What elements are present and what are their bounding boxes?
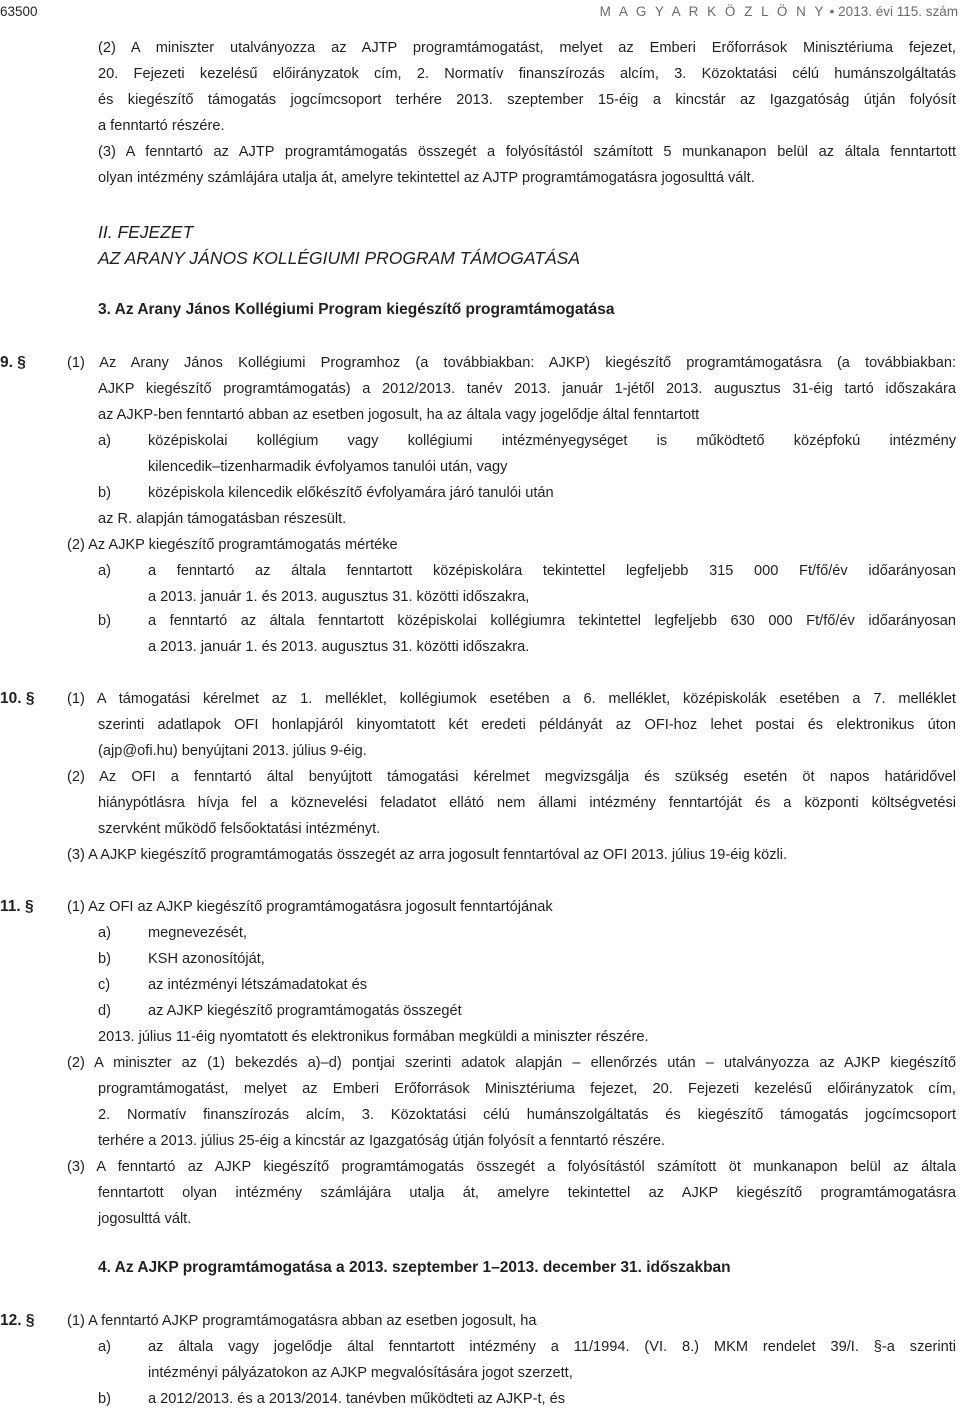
text-line: 4. Az AJKP programtámogatása a 2013. szeptember 1–2013. december 31. időszakban — [98, 1259, 731, 1276]
text-line: a 2012/2013. és a 2013/2014. tanévben működteti az AJKP-t, és — [148, 1391, 566, 1407]
text-line: d) — [98, 1003, 111, 1019]
text-line: 11. § — [0, 898, 34, 915]
text-line: megnevezését, — [148, 925, 247, 941]
text-line: az általa vagy jogelődje által fenntartott intézmény a 11/1994. (VI. 8.) MKM rendelet 39/I. §-a szerinti — [148, 1339, 956, 1355]
text-line: (1) Az OFI az AJKP kiegészítő programtámogatásra jogosult fenntartójának — [67, 899, 553, 915]
text-line: a) — [98, 563, 111, 579]
text-line: b) — [98, 613, 111, 629]
text-line: az intézményi létszámadatokat és — [148, 977, 368, 993]
text-line: olyan intézmény számlájára utalja át, amelyre tekintettel az AJTP programtámogatásra jogosulttá vált. — [98, 170, 755, 186]
text-line: hiánypótlásra hívja fel a köznevelési feladatot ellátó nem állami intézmény fenntartóját és a központi költségvetési — [98, 795, 956, 811]
text-line: (3) A fenntartó az AJKP kiegészítő programtámogatás összegét a folyósítástól számított öt munkanapon belül az általa — [67, 1159, 956, 1175]
bullet-separator: • — [829, 4, 835, 19]
text-line: programtámogatást, melyet az Emberi Erőforrások Minisztériuma fejezet, 20. Fejezeti kezelésű előirányzatok cím, — [98, 1081, 956, 1097]
text-line: b) — [98, 1391, 111, 1407]
text-line: b) — [98, 951, 111, 967]
text-line: fenntartott olyan intézmény számlájára utalja át, amelyre tekintettel az AJKP kiegészítő programtámogatásra — [98, 1185, 956, 1201]
issue-number: 2013. évi 115. szám — [838, 4, 958, 19]
text-line: szerinti adatlapok OFI honlapjáról kinyomtatott két eredeti példányát az OFI-hoz lehet postai és elektronikus úton — [98, 717, 956, 733]
text-line: kilencedik–tizenharmadik évfolyamos tanulói után, vagy — [148, 459, 508, 475]
text-line: a 2013. január 1. és 2013. augusztus 31. közötti időszakra. — [148, 639, 530, 655]
text-line: a fenntartó az általa fenntartott középiskolai kollégiumra tekintettel legfeljebb 630 000 Ft/fő/év időarányosan — [148, 613, 956, 629]
text-line: a) — [98, 1339, 111, 1355]
text-line: 10. § — [0, 690, 35, 707]
text-line: középiskola kilencedik előkészítő évfolyamára járó tanulói után — [148, 485, 554, 501]
text-line: (2) A miniszter az (1) bekezdés a)–d) pontjai szerinti adatok alapján – ellenőrzés után – utalványozza az AJKP kiegészítő — [67, 1055, 956, 1071]
text-line: KSH azonosítóját, — [148, 951, 265, 967]
text-line: jogosulttá vált. — [98, 1211, 192, 1227]
text-line: (2) Az OFI a fenntartó által benyújtott támogatási kérelmet megvizsgálja és szükség esetén öt napos határidővel — [67, 769, 956, 785]
text-line: AZ ARANY JÁNOS KOLLÉGIUMI PROGRAM TÁMOGATÁSA — [98, 248, 580, 268]
text-line: 2013. július 11-éig nyomtatott és elektronikus formában megküldi a miniszter részére. — [98, 1029, 649, 1045]
page-number: 63500 — [0, 4, 38, 19]
text-line: a fenntartó az általa fenntartott középiskolára tekintettel legfeljebb 315 000 Ft/fő/év időarányosan — [148, 563, 956, 579]
text-line: szervként működő felsőoktatási intézményt. — [98, 821, 381, 837]
page-header — [0, 4, 960, 24]
journal-title — [600, 4, 958, 19]
text-line: b) — [98, 485, 111, 501]
text-line: (2) Az AJKP kiegészítő programtámogatás mértéke — [67, 537, 398, 553]
text-line: a) — [98, 925, 111, 941]
text-line: a 2013. január 1. és 2013. augusztus 31. közötti időszakra, — [148, 589, 530, 605]
text-line: terhére a 2013. július 25-éig a kincstár az Igazgatóság útján folyósít a fenntartó részére. — [98, 1133, 666, 1149]
text-line: intézményi pályázatokon az AJKP megvalósítására jogot szerzett, — [148, 1365, 573, 1381]
text-line: az AJKP-ben fenntartó abban az esetben jogosult, ha az általa vagy jogelődje által fenntartott — [98, 407, 700, 423]
text-line: 20. Fejezeti kezelésű előirányzatok cím, 2. Normatív finanszírozás alcím, 3. Közoktatási célú humánszolgáltatás — [98, 66, 956, 82]
text-line: az R. alapján támogatásban részesült. — [98, 511, 347, 527]
text-line: (1) A támogatási kérelmet az 1. melléklet, kollégiumok esetében a 6. melléklet, középiskolák esetében a 7. melléklet — [67, 691, 956, 707]
text-line: (1) A fenntartó AJKP programtámogatásra abban az esetben jogosult, ha — [67, 1313, 537, 1329]
text-line: AJKP kiegészítő programtámogatás) a 2012/2013. tanév 2013. január 1-jétől 2013. augusztus 31-éig tartó időszakára — [98, 381, 956, 397]
text-line: a) — [98, 433, 111, 449]
text-line: a fenntartó részére. — [98, 118, 225, 134]
text-line: középiskolai kollégium vagy kollégiumi intézményegységet is működtető középfokú intézmény — [148, 433, 956, 449]
text-line: és kiegészítő támogatás jogcímcsoport terhére 2013. szeptember 15-éig a kincstár az Igazgatóság útján folyósít — [98, 92, 956, 108]
text-line: 12. § — [0, 1312, 35, 1329]
journal-name: M A G Y A R K Ö Z L Ö N Y — [599, 4, 826, 19]
text-line: (1) Az Arany János Kollégiumi Programhoz (a továbbiakban: AJKP) kiegészítő programtámogatásra (a továbbiakban: — [67, 355, 956, 371]
text-line: c) — [98, 977, 111, 993]
text-line: (3) A AJKP kiegészítő programtámogatás összegét az arra jogosult fenntartóval az OFI 2013. július 19-éig közli. — [67, 847, 788, 863]
text-line: 2. Normatív finanszírozás alcím, 3. Közoktatási célú humánszolgáltatás és kiegészítő támogatás jogcímcsoport — [98, 1107, 956, 1123]
text-line: 3. Az Arany János Kollégiumi Program kiegészítő programtámogatása — [98, 301, 615, 318]
text-line: (2) A miniszter utalványozza az AJTP programtámogatást, melyet az Emberi Erőforrások Minisztériuma fejezet, — [98, 40, 956, 56]
text-line: II. FEJEZET — [98, 222, 194, 242]
text-line: (ajp@ofi.hu) benyújtani 2013. július 9-éig. — [98, 743, 367, 759]
text-line: 9. § — [0, 354, 26, 371]
text-line: (3) A fenntartó az AJTP programtámogatás összegét a folyósítástól számított 5 munkanapon belül az általa fenntartott — [98, 144, 956, 160]
text-line: az AJKP kiegészítő programtámogatás összegét — [148, 1003, 462, 1019]
